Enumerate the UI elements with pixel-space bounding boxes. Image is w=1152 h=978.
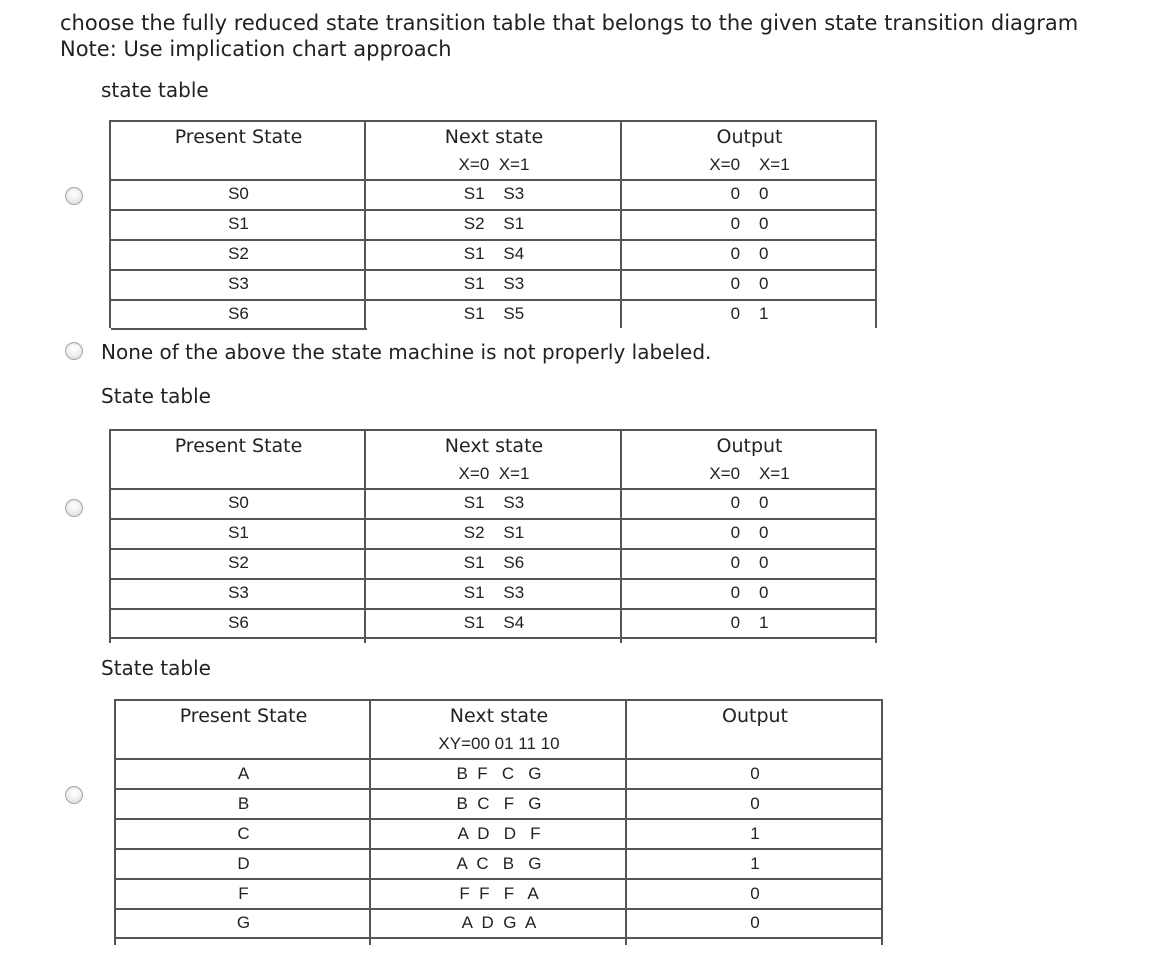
option-1-caption: state table [101, 78, 209, 102]
row-output: 0 0 [730, 184, 769, 203]
header-present-state: Present State [174, 435, 303, 457]
row-state: S1 [228, 523, 249, 542]
header-output: Output [722, 705, 788, 727]
row-state: S2 [228, 553, 249, 572]
row-next: S2 S1 [463, 523, 525, 542]
row-output: 0 [750, 913, 760, 932]
question-text [60, 10, 1078, 62]
row-state: B [237, 794, 250, 813]
header-output-sub: X=0 X=1 [709, 155, 790, 174]
row-output: 0 1 [730, 613, 769, 632]
row-output: 0 0 [730, 244, 769, 263]
row-next: A C B G [456, 854, 542, 873]
row-state: S1 [228, 214, 249, 233]
row-output: 0 [750, 884, 760, 903]
row-next: S1 S3 [463, 274, 525, 293]
row-output: 0 0 [730, 493, 769, 512]
row-state: S6 [228, 304, 249, 323]
row-state: G [236, 913, 251, 932]
option-4-radio[interactable] [65, 786, 83, 804]
option-1-radio[interactable] [65, 187, 83, 205]
row-next: S1 S4 [463, 613, 525, 632]
option-2-text: None of the above the state machine is not properly labeled. [101, 340, 712, 364]
header-next-state: Next state [449, 705, 549, 727]
header-output: Output [716, 435, 783, 457]
option-1-table [109, 120, 877, 328]
row-next: B C F G [456, 794, 542, 813]
header-next-sub: XY=00 01 11 10 [438, 734, 560, 753]
row-state: S3 [228, 274, 249, 293]
row-next: F F F A [459, 884, 539, 903]
option-3-radio[interactable] [65, 499, 83, 517]
row-output: 0 0 [730, 214, 769, 233]
row-state: C [237, 824, 250, 843]
option-3-table [109, 429, 877, 643]
row-next: S1 S3 [463, 493, 525, 512]
row-state: S0 [228, 184, 249, 203]
row-output: 0 0 [730, 583, 769, 602]
option-2-radio[interactable] [65, 342, 83, 360]
header-next-sub: X=0 X=1 [458, 464, 530, 483]
row-state: F [238, 884, 249, 903]
option-4-caption: State table [101, 656, 211, 680]
question-line-2: Note: Use implication chart approach [60, 37, 452, 61]
row-state: S2 [228, 244, 249, 263]
row-next: S1 S3 [463, 184, 525, 203]
row-next: B F C G [456, 764, 542, 783]
header-output: Output [716, 126, 783, 148]
row-output: 0 [750, 794, 760, 813]
row-state: S3 [228, 583, 249, 602]
row-state: S6 [228, 613, 249, 632]
row-output: 0 [750, 764, 760, 783]
header-next-state: Next state [444, 126, 544, 148]
question-line-1: choose the fully reduced state transition table that belongs to the given state transition diagram [60, 11, 1079, 35]
header-next-state: Next state [444, 435, 544, 457]
row-next: A D G A [461, 913, 537, 932]
row-next: S1 S3 [463, 583, 525, 602]
row-next: S1 S4 [463, 244, 525, 263]
row-state: S0 [228, 493, 249, 512]
row-output: 0 1 [730, 304, 769, 323]
header-output-sub: X=0 X=1 [709, 464, 790, 483]
row-output: 0 0 [730, 553, 769, 572]
header-present-state: Present State [174, 126, 303, 148]
option-3-caption: State table [101, 384, 211, 408]
row-output: 0 0 [730, 274, 769, 293]
row-state: A [237, 764, 250, 783]
row-state: D [237, 854, 250, 873]
header-next-sub: X=0 X=1 [458, 155, 530, 174]
option-4-table [114, 699, 883, 945]
row-next: A D D F [457, 824, 541, 843]
header-present-state: Present State [179, 705, 308, 727]
row-next: S1 S5 [463, 304, 525, 323]
row-output: 1 [750, 854, 760, 873]
row-output: 1 [750, 824, 760, 843]
row-output: 0 0 [730, 523, 769, 542]
row-next: S2 S1 [463, 214, 525, 233]
row-next: S1 S6 [463, 553, 525, 572]
